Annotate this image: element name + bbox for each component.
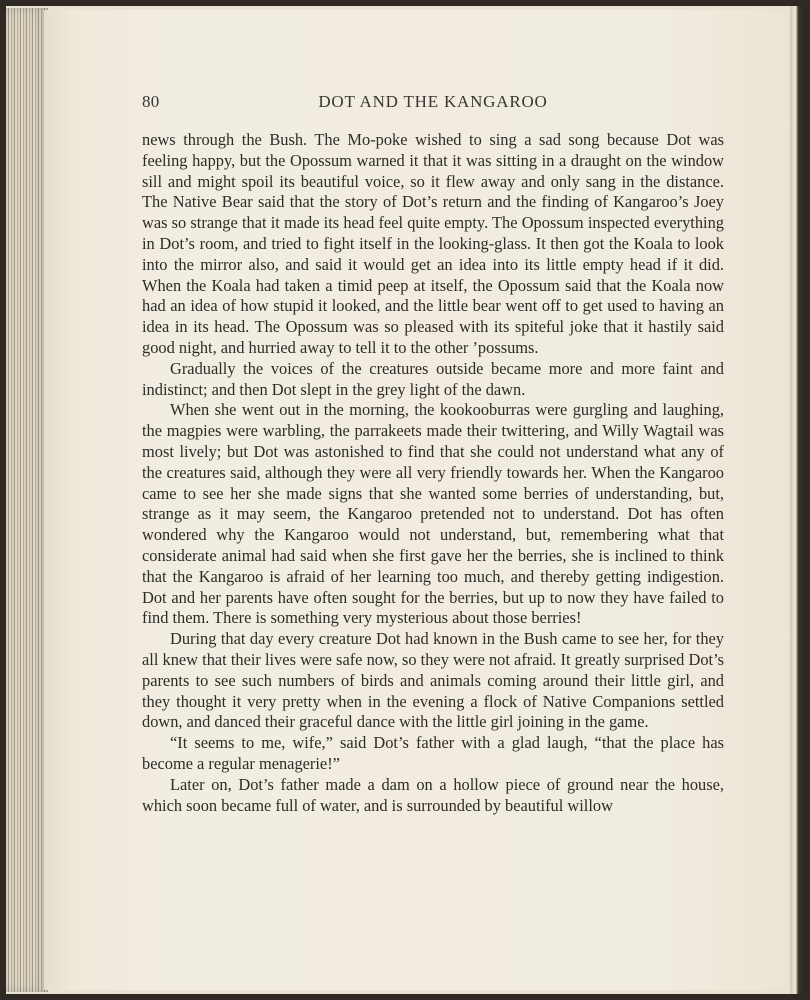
page-number: 80 [142,92,160,111]
body-text [142,130,724,816]
paragraph: “It seems to me, wife,” said Dot’s father with a glad laugh, “that the place has become a regular menagerie!” [142,733,724,773]
paragraph: Gradually the voices of the creatures outside became more and more faint and indistinct; and then Dot slept in the grey light of the dawn. [142,358,724,399]
page-edges [6,8,48,992]
running-title: DOT AND THE KANGAROO [318,92,548,111]
page-header [142,92,724,116]
paragraph: news through the Bush. The Mo-poke wished to sing a sad song because Dot was feeling happy, but the Opossum warned it that it was sitting in a draught on the window sill and might spoil its beautiful voice, so it flew away and only sang in the distance. The Native Bear said that the story of Dot’s return and the finding of Kangaroo’s Joey was so strange that it made its head feel quite empty. The Opossum inspected everything in Dot’s room, and tried to fight itself in the looking-glass. It then got the Koala to look into the mirror also, and said it would get an idea into its little empty head if it did. When the Koala had taken a timid peep at itself, the Opossum said that the Koala now had an idea of how stupid it looked, and the little bear went off to get used to having an idea in its head. The Opossum was so pleased with its spiteful joke that it hastily said good night, and hurried away to tell it to the other ’possums. [142,130,724,357]
paragraph: Later on, Dot’s father made a dam on a hollow piece of ground near the house, which soon became full of water, and is surrounded by beautiful willow [142,774,724,815]
paragraph: When she went out in the morning, the kookooburras were gurgling and laughing, the magpies were warbling, the parrakeets made their twittering, and Willy Wagtail was most lively; but Dot was astonished to find that she could not understand what any of the creatures said, although they were all very friendly towards her. When the Kangaroo came to see her she made signs that she wanted some berries of understanding, but, strange as it may seem, the Kangaroo pretended not to understand. Dot has often wondered why the Kangaroo would not understand, but, remembering what that considerate animal had said when she first gave her the berries, she is inclined to think that the Kangaroo is afraid of her learning too much, and thereby getting indigestion. Dot and her parents have often sought for the berries, but up to now they have failed to find them. There is something very mysterious about those berries! [142,400,724,628]
page-right-edge [790,6,804,994]
paragraph: During that day every creature Dot had known in the Bush came to see her, for they all knew that their lives were safe now, so they were not afraid. It greatly surprised Dot’s parents to see such numbers of birds and animals coming around their little girl, and they thought it very pretty when in the evening a flock of Native Companions settled down, and danced their graceful dance with the little girl joining in the game. [142,629,724,732]
